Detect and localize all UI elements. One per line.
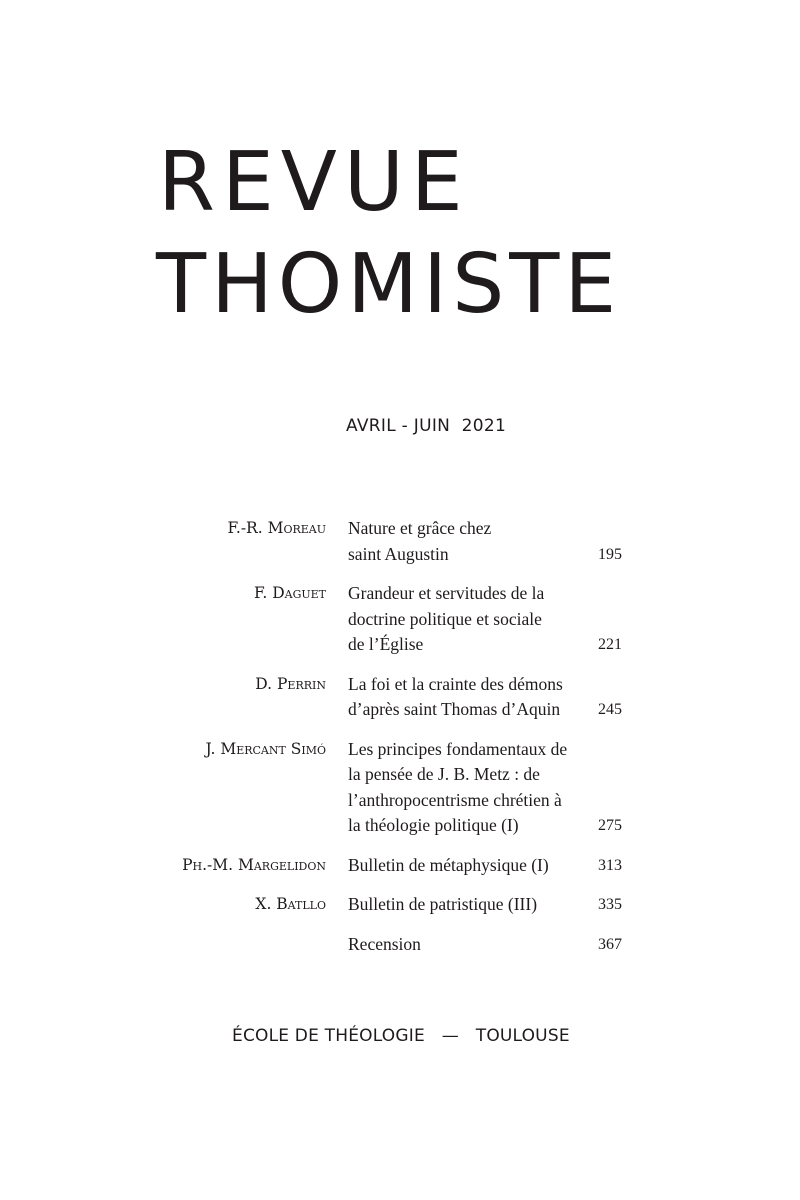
toc-page-number: 245 xyxy=(598,701,622,718)
toc-page-number: 313 xyxy=(598,856,622,874)
toc-title-line: doctrine politique et sociale xyxy=(348,608,542,629)
toc-title-line: la théologie politique (I) xyxy=(348,815,519,835)
toc-title-line: Grandeur et servitudes de la xyxy=(348,583,545,603)
toc-title-line: Recension xyxy=(348,933,421,954)
toc-article-title xyxy=(348,672,580,723)
toc-title-line: Nature et grâce chez xyxy=(348,518,492,538)
toc-entry xyxy=(0,853,800,879)
toc-article-title xyxy=(348,737,580,839)
toc-author: J. Mercant Simó xyxy=(205,739,326,758)
table-of-contents xyxy=(0,516,800,971)
toc-title-line: l’anthropocentrisme chrétien à xyxy=(348,789,562,810)
toc-title-line: d’après saint Thomas d’Aquin xyxy=(348,699,561,719)
toc-author: D. Perrin xyxy=(255,674,326,693)
toc-article-title xyxy=(348,932,580,958)
toc-page-number: 195 xyxy=(598,545,622,563)
toc-title-line: Bulletin de patristique (III) xyxy=(348,894,538,914)
toc-page-number: 275 xyxy=(598,817,622,834)
toc-title-line: La foi et la crainte des démons xyxy=(348,673,563,694)
toc-entry xyxy=(0,737,800,839)
toc-article-title xyxy=(348,581,580,658)
toc-page-number: 335 xyxy=(598,896,622,913)
toc-author: X. Batllo xyxy=(255,895,326,913)
toc-article-title xyxy=(348,853,580,879)
journal-title xyxy=(158,132,621,336)
toc-page-number: 367 xyxy=(598,935,622,953)
publisher-line: ÉCOLE DE THÉOLOGIE — TOULOUSE xyxy=(232,1026,570,1046)
toc-entry xyxy=(0,892,800,918)
toc-title-line: la pensée de J. B. Metz : de xyxy=(348,764,540,784)
toc-entry xyxy=(0,516,800,567)
toc-title-line: saint Augustin xyxy=(348,543,449,564)
toc-page-number: 221 xyxy=(598,636,622,653)
issue-date: AVRIL - JUIN 2021 xyxy=(346,416,507,436)
toc-author: Ph.-M. Margelidon xyxy=(182,855,326,874)
toc-title-line: Bulletin de métaphysique (I) xyxy=(348,854,549,875)
toc-article-title xyxy=(348,516,580,567)
toc-title-line: de l’Église xyxy=(348,634,424,654)
toc-entry xyxy=(0,581,800,658)
toc-article-title xyxy=(348,892,580,918)
toc-title-line: Les principes fondamentaux de xyxy=(348,738,568,759)
journal-title-line-1: REVUE xyxy=(158,135,470,230)
toc-author: F. Daguet xyxy=(254,584,326,602)
toc-author: F.-R. Moreau xyxy=(227,519,326,537)
journal-title-line-2: THOMISTE xyxy=(156,237,622,332)
toc-entry xyxy=(0,932,800,958)
toc-entry xyxy=(0,672,800,723)
